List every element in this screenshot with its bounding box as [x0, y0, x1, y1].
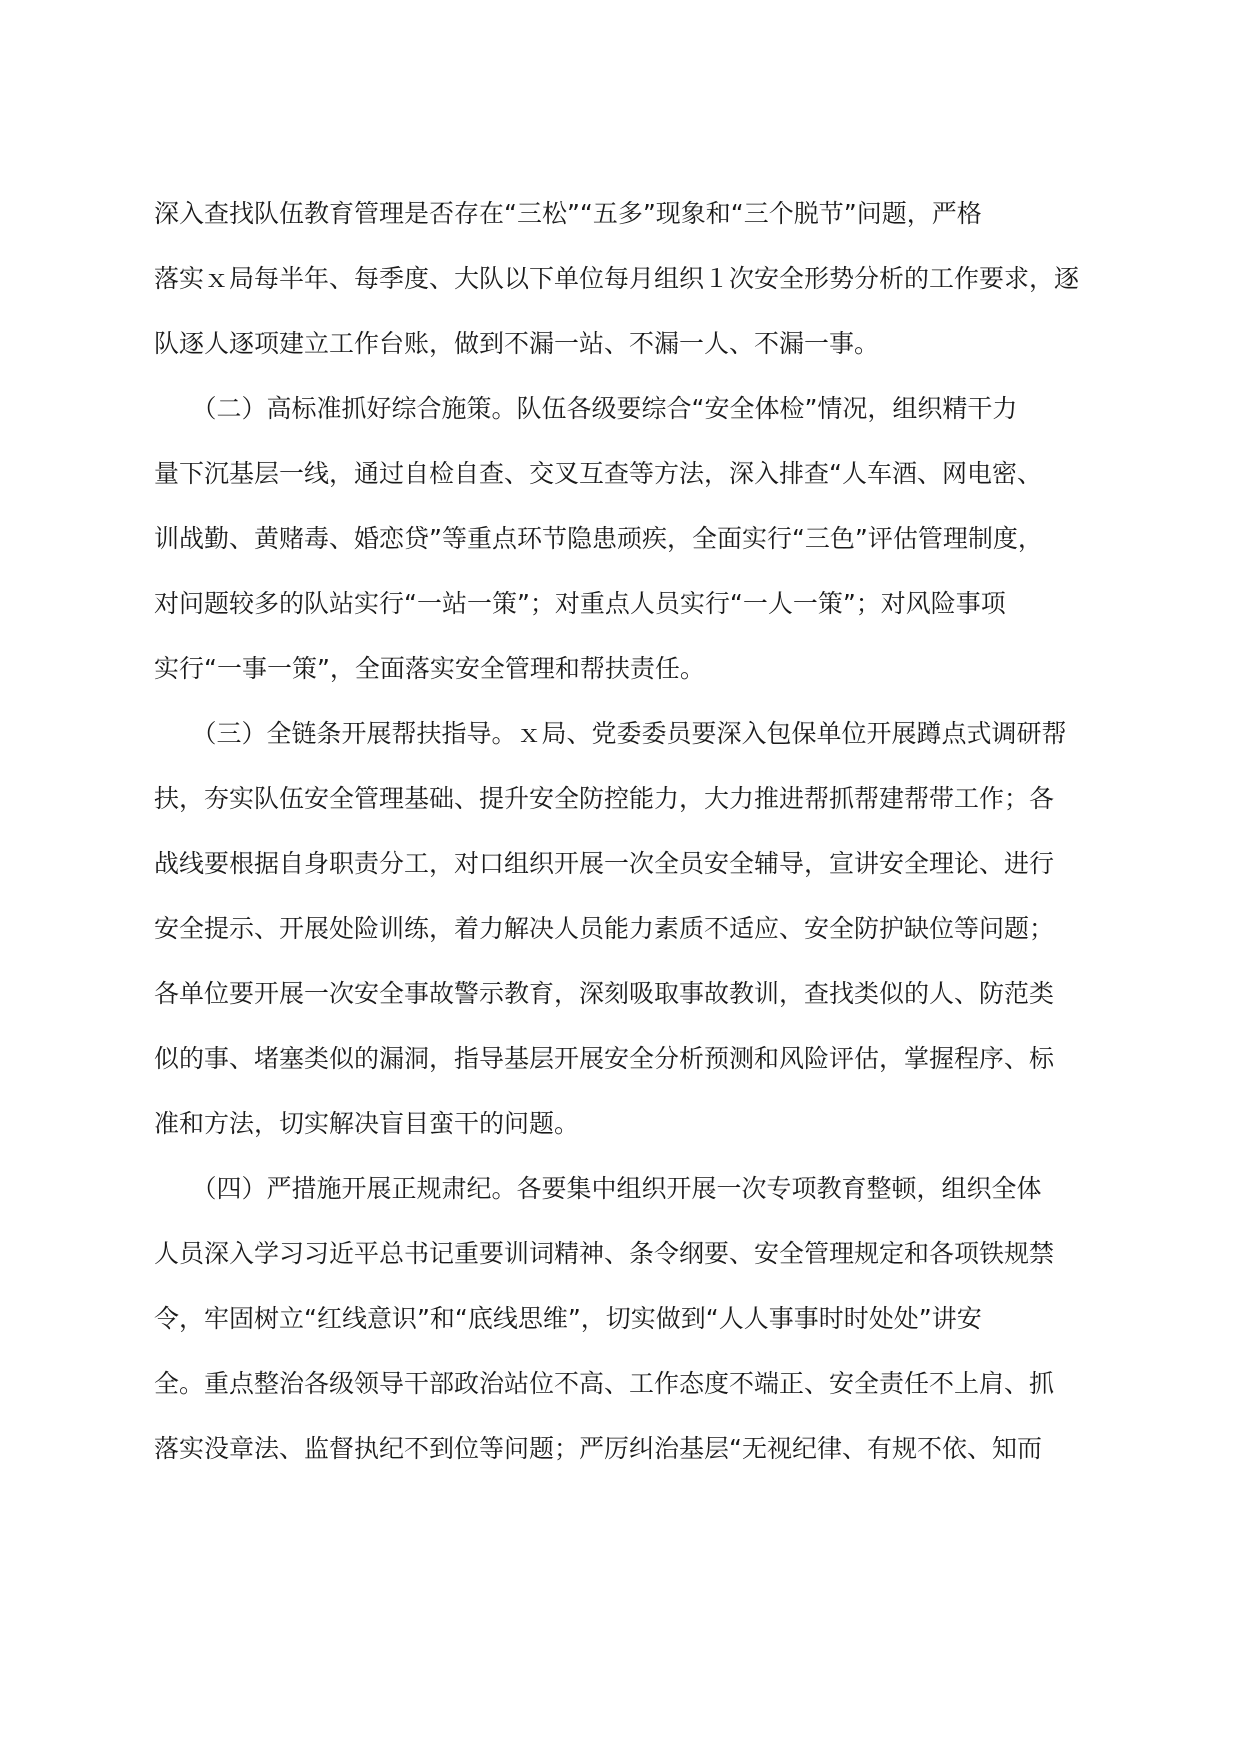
text-line: 全。重点整治各级领导干部政治站位不高、工作态度不端正、安全责任不上肩、抓 [154, 1369, 1055, 1398]
text-line: 队逐人逐项建立工作台账，做到不漏一站、不漏一人、不漏一事。 [154, 329, 880, 358]
text-line: 深入查找队伍教育管理是否存在“三松”“五多”现象和“三个脱节”问题，严格 [154, 199, 982, 228]
text-line: 似的事、堵塞类似的漏洞，指导基层开展安全分析预测和风险评估，掌握程序、标 [154, 1044, 1055, 1073]
text-line: 落实没章法、监督执纪不到位等问题；严厉纠治基层“无视纪律、有规不依、知而 [154, 1434, 1042, 1463]
text-line: 令，牢固树立“红线意识”和“底线思维”，切实做到“人人事事时时处处”讲安 [154, 1304, 982, 1333]
text-line: 实行“一事一策”，全面落实安全管理和帮扶责任。 [154, 654, 705, 683]
section-heading-line: （二）高标准抓好综合施策。队伍各级要综合“安全体检”情况，组织精干力 [154, 394, 1018, 423]
text-line: 战线要根据自身职责分工，对口组织开展一次全员安全辅导，宣讲安全理论、进行 [154, 849, 1055, 878]
text-line: 人员深入学习习近平总书记重要训词精神、条令纲要、安全管理规定和各项铁规禁 [154, 1239, 1055, 1268]
text-line: 落实ｘ局每半年、每季度、大队以下单位每月组织１次安全形势分析的工作要求，逐 [154, 264, 1080, 293]
text-line: 各单位要开展一次安全事故警示教育，深刻吸取事故教训，查找类似的人、防范类 [154, 979, 1055, 1008]
text-line: 训战勤、黄赌毒、婚恋贷”等重点环节隐患顽疾，全面实行“三色”评估管理制度， [154, 524, 1043, 553]
section-heading-line: （三）全链条开展帮扶指导。ｘ局、党委委员要深入包保单位开展蹲点式调研帮 [154, 719, 1067, 748]
text-line: 准和方法，切实解决盲目蛮干的问题。 [154, 1109, 580, 1138]
text-line: 安全提示、开展处险训练，着力解决人员能力素质不适应、安全防护缺位等问题； [154, 914, 1055, 943]
section-heading-line: （四）严措施开展正规肃纪。各要集中组织开展一次专项教育整顿，组织全体 [154, 1174, 1042, 1203]
text-line: 量下沉基层一线，通过自检自查、交叉互查等方法，深入排查“人车酒、网电密、 [154, 459, 1042, 488]
text-line: 扶，夯实队伍安全管理基础、提升安全防控能力，大力推进帮抓帮建帮带工作；各 [154, 784, 1055, 813]
text-line: 对问题较多的队站实行“一站一策”；对重点人员实行“一人一策”；对风险事项 [154, 589, 1006, 618]
